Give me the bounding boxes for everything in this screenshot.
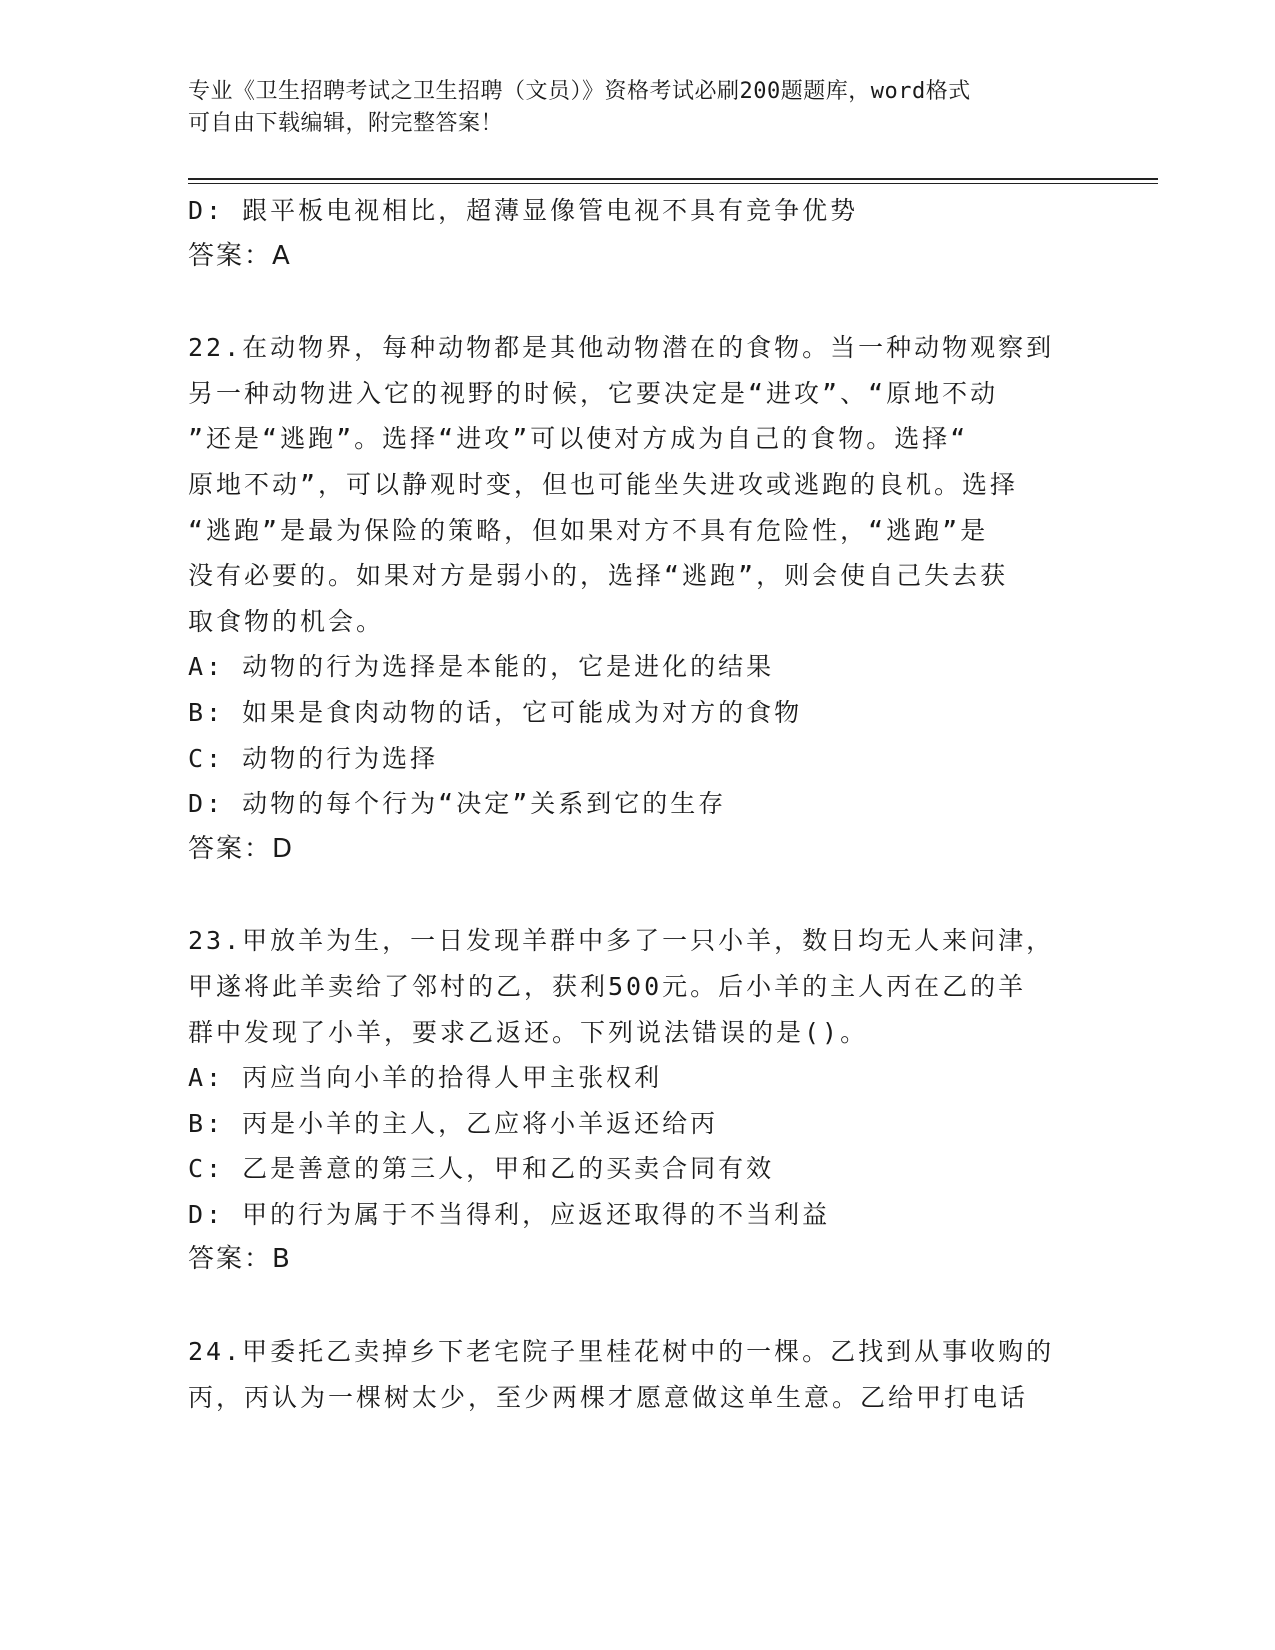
question-22 [188,325,1088,872]
question-23 [188,918,1088,1283]
option-c: C: 动物的行为选择 [188,743,439,773]
question-text-line: 群中发现了小羊，要求乙返还。下列说法错误的是()。 [188,1017,869,1047]
question-text-line: 24.甲委托乙卖掉乡下老宅院子里桂花树中的一棵。乙找到从事收购的 [188,1337,1055,1367]
answer: 答案：A [188,240,292,271]
question-text-line: 另一种动物进入它的视野的时候，它要决定是“进攻”、“原地不动 [188,378,999,408]
option-c: C: 乙是善意的第三人，甲和乙的买卖合同有效 [188,1154,775,1184]
question-text-line: 丙，丙认为一棵树太少，至少两棵才愿意做这单生意。乙给甲打电话 [188,1382,1029,1412]
question-text-line: 取食物的机会。 [188,606,385,636]
header-divider [188,178,1158,184]
header-line-1: 专业《卫生招聘考试之卫生招聘（文员）》资格考试必刷200题题库，word格式 [188,79,971,104]
previous-question-tail [188,188,1088,279]
answer: 答案：B [188,1244,292,1275]
answer: 答案：D [188,833,295,864]
page-header [188,76,1088,140]
question-text-line: 22.在动物界，每种动物都是其他动物潜在的食物。当一种动物观察到 [188,333,1055,363]
document-body [188,188,1088,1420]
option-d: D: 跟平板电视相比，超薄显像管电视不具有竞争优势 [188,196,859,225]
option-a: A: 动物的行为选择是本能的，它是进化的结果 [188,652,775,682]
question-text-line: “逃跑”是最为保险的策略，但如果对方不具有危险性，“逃跑”是 [188,515,989,545]
option-d: D: 动物的每个行为“决定”关系到它的生存 [188,789,727,819]
option-a: A: 丙应当向小羊的拾得人甲主张权利 [188,1063,663,1093]
question-24 [188,1329,1088,1420]
header-line-2: 可自由下载编辑，附完整答案！ [188,111,504,136]
question-text-line: 甲遂将此羊卖给了邻村的乙，获利500元。后小羊的主人丙在乙的羊 [188,971,1027,1001]
option-d: D: 甲的行为属于不当得利，应返还取得的不当利益 [188,1199,831,1229]
question-text-line: 没有必要的。如果对方是弱小的，选择“逃跑”，则会使自己失去获 [188,561,1009,591]
question-text-line: 23.甲放羊为生，一日发现羊群中多了一只小羊，数日均无人来问津， [188,926,1055,956]
question-text-line: 原地不动”，可以静观时变，但也可能坐失进攻或逃跑的良机。选择 [188,469,1019,499]
option-b: B: 如果是食肉动物的话，它可能成为对方的食物 [188,697,803,727]
option-b: B: 丙是小羊的主人，乙应将小羊返还给丙 [188,1108,719,1138]
question-text-line: ”还是“逃跑”。选择“进攻”可以使对方成为自己的食物。选择“ [188,424,969,454]
